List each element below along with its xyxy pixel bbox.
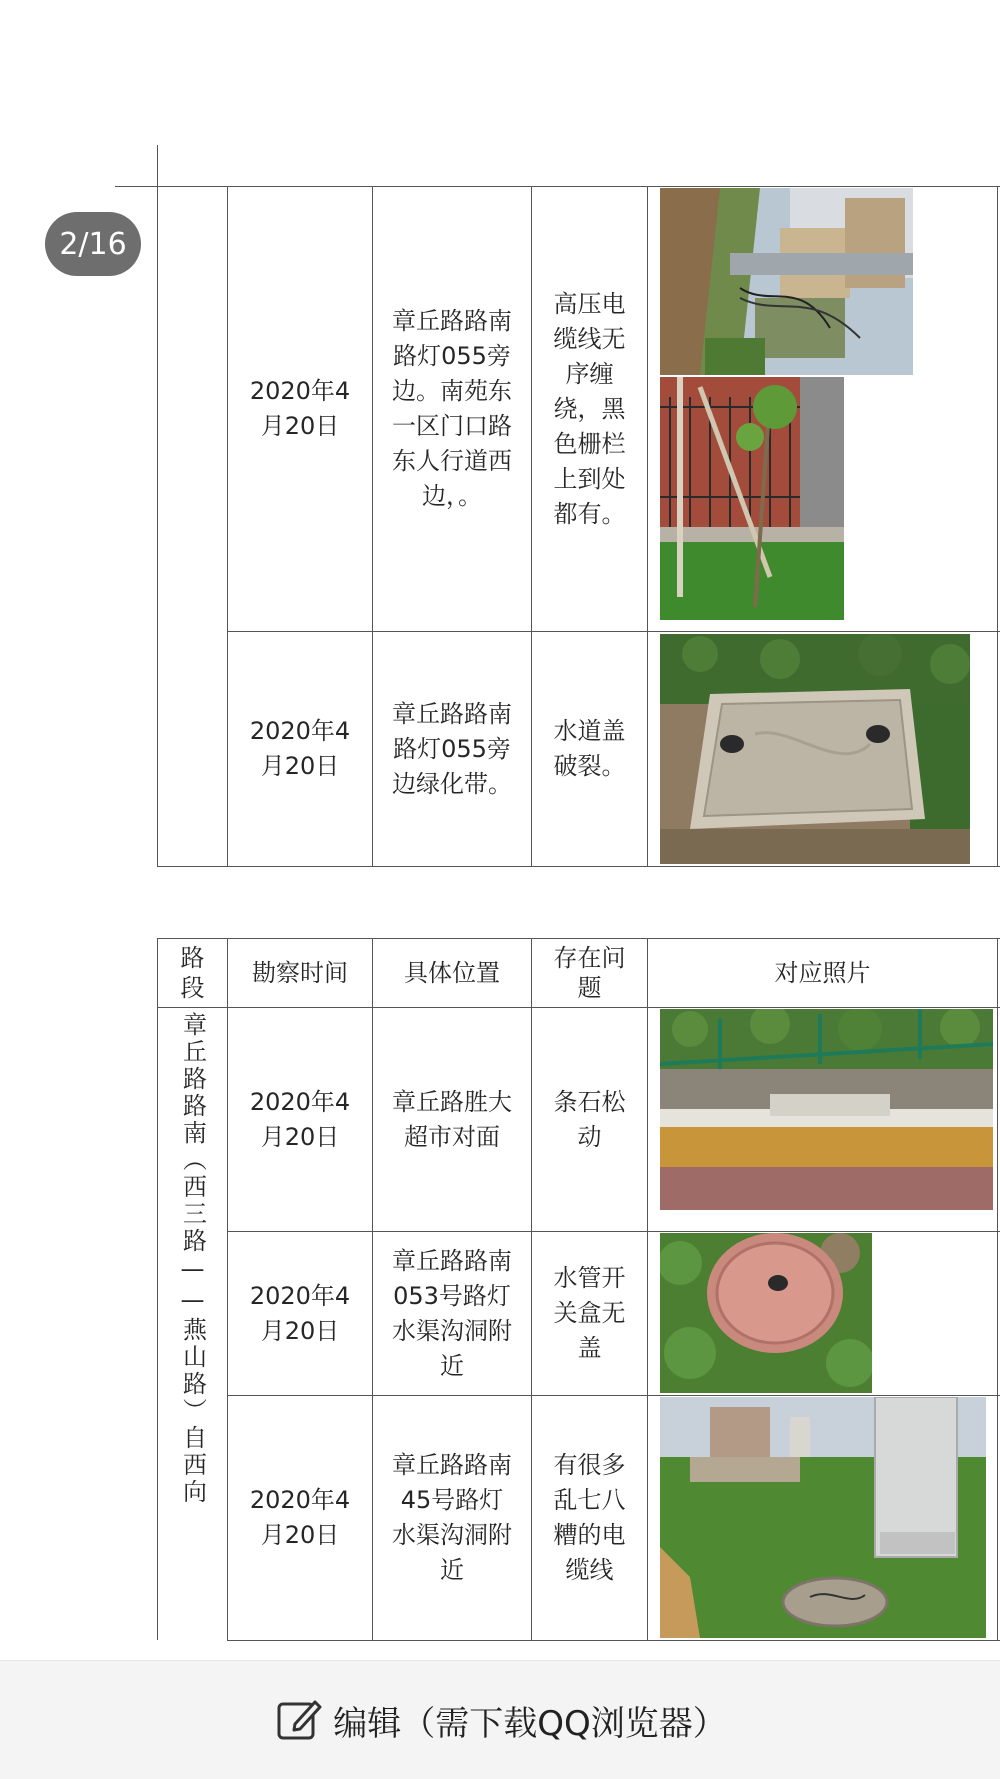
table-rule [647,938,648,1641]
table-rule [997,938,998,1641]
table-header-issue: 存在问 题 [553,944,626,1002]
table-cell-issue: 高压电 缆线无 序缠 绕，黑 色栅栏 上到处 都有。 [553,289,626,528]
photo-loose-curbstone [660,1009,993,1210]
bottom-action-bar [0,1660,1000,1779]
table-cell-location: 章丘路路南 路灯055旁 边绿化带。 [392,699,512,798]
table-cell-date: 2020年4 月20日 [249,1281,351,1345]
photo-valve-box-no-lid [660,1233,872,1393]
edit-button-label: 编辑（需下载QQ浏览器） [333,1703,727,1744]
photo-street-cables [660,188,913,375]
table-header-section: 路 段 [180,944,205,1002]
table-cell-location: 章丘路路南 053号路灯 水渠沟洞附 近 [392,1246,512,1380]
page-indicator-badge: 2/16 [45,212,141,276]
table-header-time: 勘察时间 [252,958,348,987]
table-cell-issue: 有很多 乱七八 糟的电 缆线 [553,1451,626,1584]
section-name-cell [158,1008,227,1640]
table-cell-issue: 水管开 关盒无 盖 [553,1264,626,1362]
table-rule [997,186,998,866]
table-rule [157,145,158,866]
table-cell-photo [648,187,997,631]
table-cell-issue: 水道盖 破裂。 [553,717,626,780]
photo-fence-tree [660,377,844,620]
table-cell-date: 2020年4 月20日 [249,1486,351,1549]
photo-messy-cables [660,1397,986,1638]
section-name: 章丘路路南（西三路——燕山路）自西向 [178,1012,207,1506]
table-cell-location: 章丘路路南 路灯055旁 边。南苑东 一区门口路 东人行道西 边，。 [392,307,512,510]
table-rule [157,866,1000,867]
table-rule [227,1640,1000,1641]
photo-broken-drain-cover [660,634,970,864]
table-cell-date: 2020年4 月20日 [249,717,351,780]
table-header-location: 具体位置 [404,958,500,987]
table-cell-issue: 条石松 动 [553,1087,626,1151]
edit-icon [273,1694,325,1746]
edit-button[interactable] [273,1694,727,1746]
table-cell-location: 章丘路路南 45号路灯 水渠沟洞附 近 [392,1451,512,1584]
table-cell-location: 章丘路胜大 超市对面 [392,1087,512,1151]
table-header-photo: 对应照片 [774,958,871,987]
table-cell-date: 2020年4 月20日 [249,377,351,440]
table-cell-date: 2020年4 月20日 [249,1087,351,1151]
